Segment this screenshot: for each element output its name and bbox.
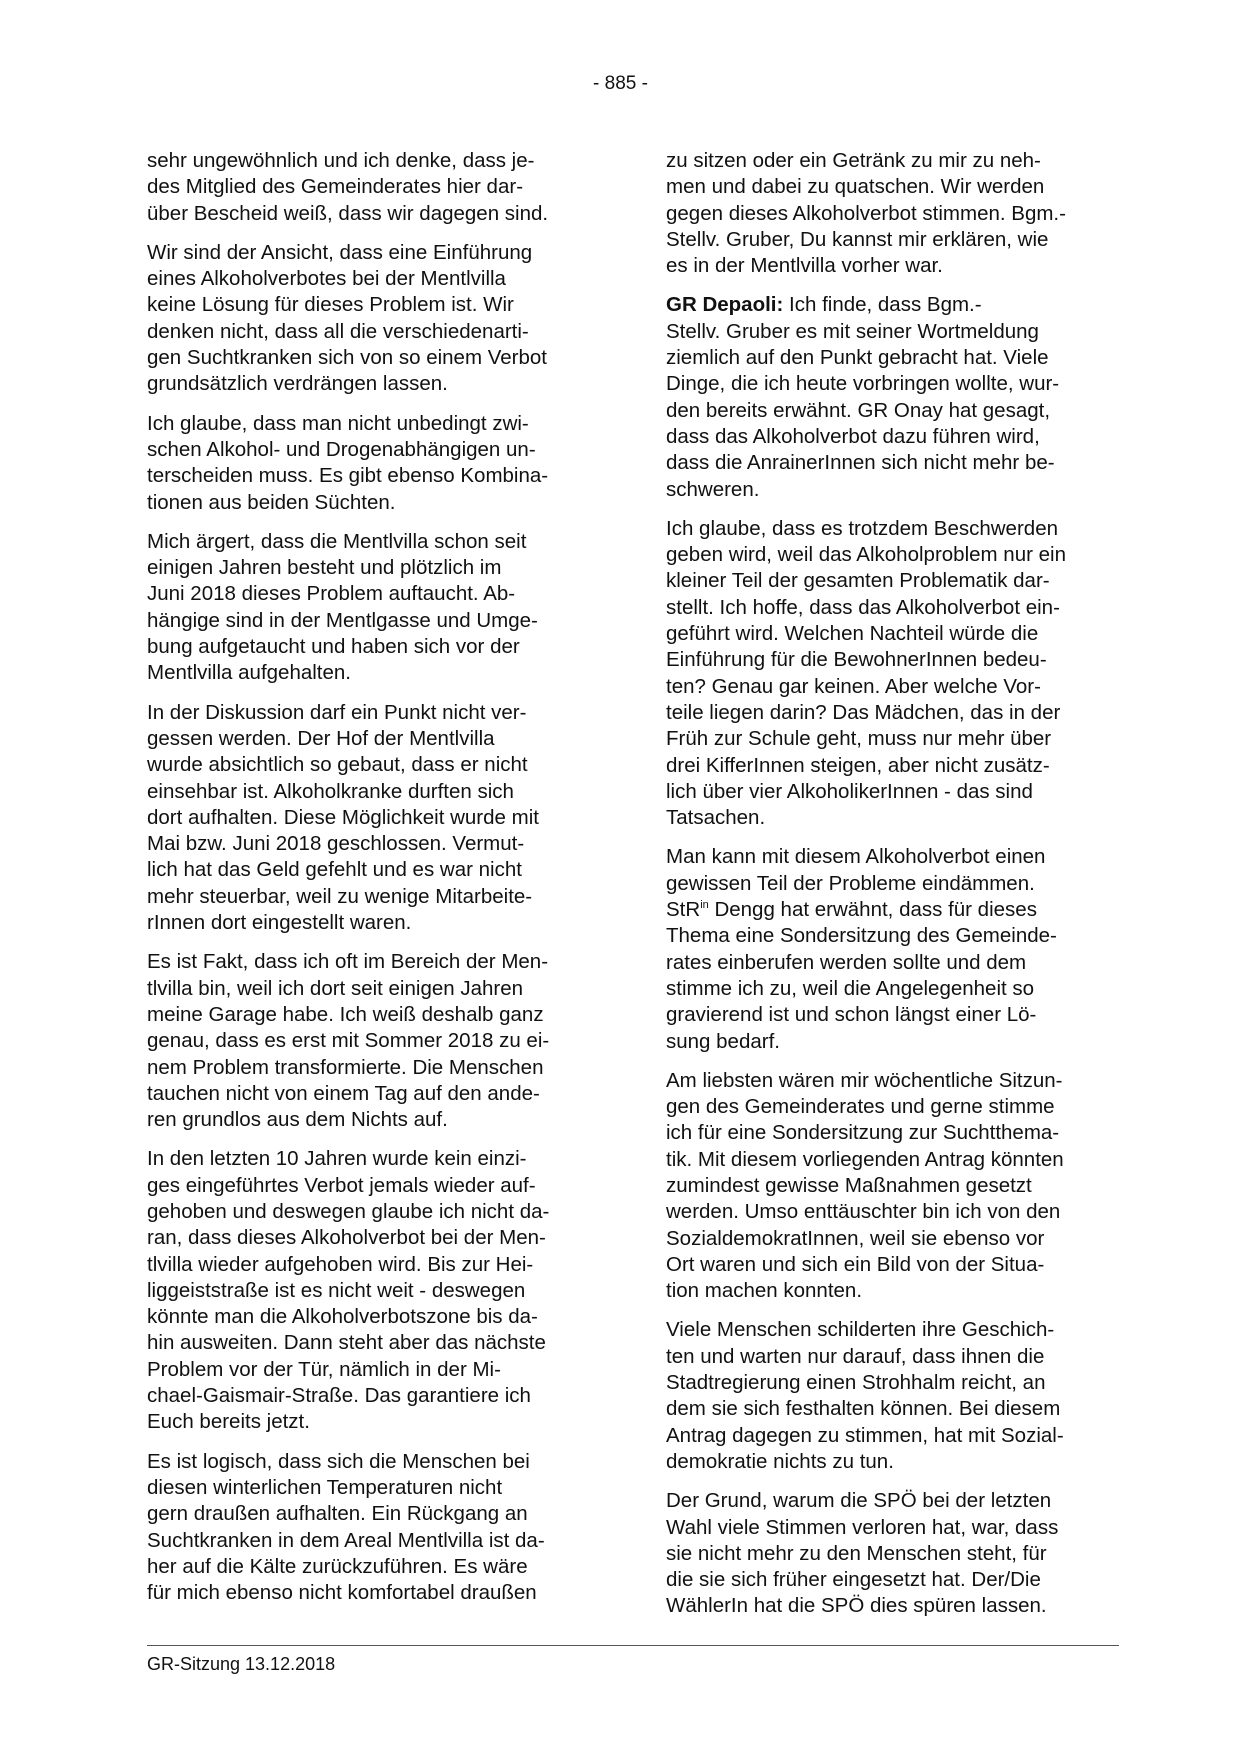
right-paragraph-3: Ich glaube, dass es trotzdem Beschwerden geben wird, weil das Alkoholproblem nur ein kleiner Teil der gesamten Problematik dar- stellt. Ich hoffe, dass das Alkoholverbot ein- geführt wird. Welchen Nachteil würde die Einführung für die BewohnerInnen bedeu- ten? Genau gar keinen. Aber welche Vor- teile liegen darin? Das Mädchen, das in der Früh zur Schule geht, muss nur mehr über drei KifferInnen steigen, aber nicht zusätz- lich über vier AlkoholikerInnen - das sind Tatsachen. (666, 516, 1066, 830)
left-paragraph-1: sehr ungewöhnlich und ich denke, dass je- des Mitglied des Gemeinderates hier dar- über Bescheid weiß, dass wir dagegen sind. (147, 149, 549, 225)
speaker-label: GR Depaoli: (666, 293, 784, 317)
right-paragraph-1: zu sitzen oder ein Getränk zu mir zu neh- men und dabei zu quatschen. Wir werden gegen dieses Alkoholverbot stimmen. Bgm.- Stellv. Gruber, Du kannst mir erklären, wie es in der Mentlvilla vorher war. (666, 149, 1066, 278)
page-number: - 885 - (593, 73, 648, 94)
left-paragraph-8: Es ist logisch, dass sich die Menschen bei diesen winterlichen Temperaturen nicht gern draußen aufhalten. Ein Rückgang an Suchtkranken in dem Areal Mentlvilla ist da- her auf die Kälte zurückzuführen. Es wäre für mich ebenso nicht komfortabel draußen (147, 1449, 545, 1605)
superscript-in: in (700, 899, 709, 912)
right-paragraph-4 (666, 844, 1121, 1054)
left-paragraph-6: Es ist Fakt, dass ich oft im Bereich der Men- tlvilla bin, weil ich dort seit einigen Jahren meine Garage habe. Ich weiß deshalb ganz genau, dass es erst mit Sommer 2018 zu ei- nem Problem transformierte. Die Menschen tauchen nicht von einem Tag auf den ande- ren grundlos aus dem Nichts auf. (147, 950, 550, 1132)
left-paragraph-5: In der Diskussion darf ein Punkt nicht ver- gessen werden. Der Hof der Mentlvilla wurde absichtlich so gebaut, dass er nicht einsehbar ist. Alkoholkranke durften sich dort aufhalten. Diese Möglichkeit wurde mit Mai bzw. Juni 2018 geschlossen. Vermut- lich hat das Geld gefehlt und es war nicht mehr steuerbar, weil zu wenige Mitarbeite- rInnen dort eingestellt waren. (147, 700, 539, 935)
right-paragraph-6: Viele Menschen schilderten ihre Geschich- ten und warten nur darauf, dass ihnen die Stadtregierung einen Strohhalm reicht, an dem sie sich festhalten können. Bei diesem Antrag dagegen zu stimmen, hat mit Sozial- demokratie nichts zu tun. (666, 1318, 1064, 1473)
left-paragraph-4: Mich ärgert, dass die Mentlvilla schon seit einigen Jahren besteht und plötzlich im Juni 2018 dieses Problem auftaucht. Ab- hängige sind in der Mentlgasse und Umge- bung aufgetaucht und haben sich vor der Mentlvilla aufgehalten. (147, 529, 538, 685)
left-paragraph-7: In den letzten 10 Jahren wurde kein einzi- ges eingeführtes Verbot jemals wieder auf- gehoben und deswegen glaube ich nicht da- ran, dass dieses Alkoholverbot bei der Men- tlvilla wieder aufgehoben wird. Bis zur Hei- liggeiststraße ist es nicht weit - deswegen könnte man die Alkoholverbotszone bis da- hin ausweiten. Dann steht aber das nächste Problem vor der Tür, nämlich in der Mi- chael-Gaismair-Straße. Das garantiere ich Euch bereits jetzt. (147, 1147, 550, 1434)
left-paragraph-3: Ich glaube, dass man nicht unbedingt zwi- schen Alkohol- und Drogenabhängigen un- terscheiden muss. Es gibt ebenso Kombina- tionen aus beiden Süchten. (147, 411, 549, 514)
left-paragraph-2: Wir sind der Ansicht, dass eine Einführung eines Alkoholverbotes bei der Mentlvilla keine Lösung für dieses Problem ist. Wir denken nicht, dass all die verschiedenarti- gen Suchtkranken sich von so einem Verbot grundsätzlich verdrängen lassen. (147, 240, 547, 396)
speaker-text: Ich finde, dass Bgm.- Stellv. Gruber es mit seiner Wortmeldung ziemlich auf den Punkt gebracht hat. Viele Dinge, die ich heute vorbringen wollte, wur- den bereits erwähnt. GR Onay hat gesagt, dass das Alkoholverbot dazu führen wird, dass die AnrainerInnen sich nicht mehr be- schweren. (666, 293, 1060, 501)
footer-session-date: GR-Sitzung 13.12.2018 (147, 1654, 336, 1674)
p4-rest: Dengg hat erwähnt, dass für dieses Thema eine Sondersitzung des Gemeinde- rates einberufen werden sollte und dem stimme ich zu, weil die Angelegenheit so gravierend ist und schon längst einer Lö- sung bedarf. (666, 898, 1057, 1053)
right-column (666, 148, 1121, 1633)
right-paragraph-7: Der Grund, warum die SPÖ bei der letzten Wahl viele Stimmen verloren hat, war, dass sie nicht mehr zu den Menschen steht, für die sie sich früher eingesetzt hat. Der/Die WählerIn hat die SPÖ dies spüren lassen. (666, 1489, 1059, 1618)
p4-start: Man kann mit diesem Alkoholverbot einen gewissen Teil der Probleme eindämmen. StR (666, 845, 1046, 922)
footer-divider (147, 1645, 1119, 1646)
left-column (147, 148, 602, 1619)
right-paragraph-5: Am liebsten wären mir wöchentliche Sitzun- gen des Gemeinderates und gerne stimme ich für eine Sondersitzung zur Suchtthema- tik. Mit diesem vorliegenden Antrag könnten zumindest gewisse Maßnahmen gesetzt werden. Umso enttäuschter bin ich von den SozialdemokratInnen, weil sie ebenso vor Ort waren und sich ein Bild von der Situa- tion machen konnten. (666, 1068, 1064, 1303)
right-paragraph-2 (666, 292, 1121, 502)
